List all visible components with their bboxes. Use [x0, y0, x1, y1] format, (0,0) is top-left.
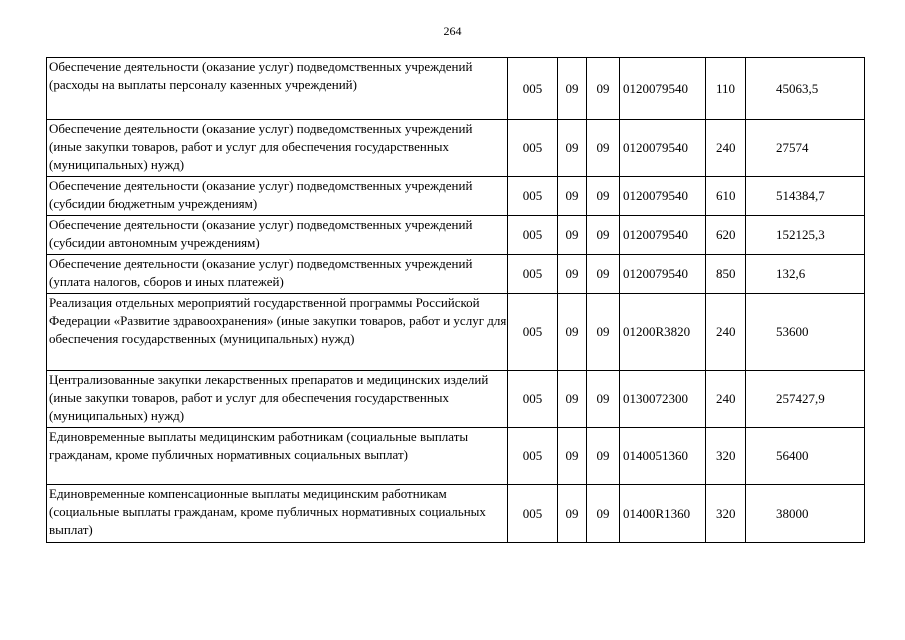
expense-name: Реализация отдельных мероприятий государственной программы Российской Федерации «Развитие здравоохранения» (иные закупки товаров, работ и услуг для обеспечения государственных (муниципальных) нужд)	[47, 294, 508, 371]
section-code: 09	[558, 485, 587, 543]
subsection-code: 09	[587, 255, 620, 294]
budget-table	[46, 57, 865, 543]
amount: 45063,5	[746, 58, 865, 120]
page-number: 264	[443, 24, 462, 38]
subsection-code: 09	[587, 428, 620, 485]
target-article-code: 0130072300	[620, 371, 706, 428]
grbs-code: 005	[508, 294, 558, 371]
amount: 257427,9	[746, 371, 865, 428]
section-code: 09	[558, 255, 587, 294]
expense-name: Единовременные выплаты медицинским работникам (социальные выплаты гражданам, кроме публичных нормативных социальных выплат)	[47, 428, 508, 485]
grbs-code: 005	[508, 216, 558, 255]
target-article-code: 0120079540	[620, 255, 706, 294]
expense-type-code: 240	[706, 294, 746, 371]
subsection-code: 09	[587, 216, 620, 255]
expense-name: Обеспечение деятельности (оказание услуг) подведомственных учреждений (уплата налогов, сборов и иных платежей)	[47, 255, 508, 294]
section-code: 09	[558, 428, 587, 485]
table-row	[47, 216, 865, 255]
table-row	[47, 294, 865, 371]
target-article-code: 0140051360	[620, 428, 706, 485]
expense-type-code: 320	[706, 485, 746, 543]
table-row	[47, 371, 865, 428]
target-article-code: 0120079540	[620, 120, 706, 177]
subsection-code: 09	[587, 177, 620, 216]
section-code: 09	[558, 177, 587, 216]
expense-type-code: 110	[706, 58, 746, 120]
grbs-code: 005	[508, 177, 558, 216]
table-row	[47, 58, 865, 120]
expense-name: Обеспечение деятельности (оказание услуг) подведомственных учреждений (субсидии автономным учреждениям)	[47, 216, 508, 255]
target-article-code: 0120079540	[620, 58, 706, 120]
subsection-code: 09	[587, 120, 620, 177]
expense-name: Единовременные компенсационные выплаты медицинским работникам (социальные выплаты гражданам, кроме публичных нормативных социальных выплат)	[47, 485, 508, 543]
expense-type-code: 320	[706, 428, 746, 485]
target-article-code: 01200R3820	[620, 294, 706, 371]
subsection-code: 09	[587, 58, 620, 120]
target-article-code: 01400R1360	[620, 485, 706, 543]
expense-type-code: 240	[706, 371, 746, 428]
section-code: 09	[558, 371, 587, 428]
amount: 38000	[746, 485, 865, 543]
target-article-code: 0120079540	[620, 177, 706, 216]
expense-name: Обеспечение деятельности (оказание услуг) подведомственных учреждений (субсидии бюджетным учреждениям)	[47, 177, 508, 216]
table-row	[47, 255, 865, 294]
amount: 53600	[746, 294, 865, 371]
expense-type-code: 240	[706, 120, 746, 177]
grbs-code: 005	[508, 120, 558, 177]
amount: 514384,7	[746, 177, 865, 216]
expense-name: Обеспечение деятельности (оказание услуг) подведомственных учреждений (иные закупки товаров, работ и услуг для обеспечения государственных (муниципальных) нужд)	[47, 120, 508, 177]
expense-type-code: 610	[706, 177, 746, 216]
section-code: 09	[558, 58, 587, 120]
subsection-code: 09	[587, 485, 620, 543]
table-row	[47, 428, 865, 485]
grbs-code: 005	[508, 428, 558, 485]
expense-name: Централизованные закупки лекарственных препаратов и медицинских изделий (иные закупки товаров, работ и услуг для обеспечения государственных (муниципальных) нужд)	[47, 371, 508, 428]
grbs-code: 005	[508, 58, 558, 120]
expense-type-code: 620	[706, 216, 746, 255]
amount: 56400	[746, 428, 865, 485]
table-row	[47, 177, 865, 216]
grbs-code: 005	[508, 371, 558, 428]
expense-name: Обеспечение деятельности (оказание услуг) подведомственных учреждений (расходы на выплаты персоналу казенных учреждений)	[47, 58, 508, 120]
expense-type-code: 850	[706, 255, 746, 294]
amount: 152125,3	[746, 216, 865, 255]
section-code: 09	[558, 216, 587, 255]
grbs-code: 005	[508, 255, 558, 294]
section-code: 09	[558, 120, 587, 177]
amount: 132,6	[746, 255, 865, 294]
amount: 27574	[746, 120, 865, 177]
section-code: 09	[558, 294, 587, 371]
target-article-code: 0120079540	[620, 216, 706, 255]
table-row	[47, 120, 865, 177]
subsection-code: 09	[587, 371, 620, 428]
grbs-code: 005	[508, 485, 558, 543]
subsection-code: 09	[587, 294, 620, 371]
table-row	[47, 485, 865, 543]
